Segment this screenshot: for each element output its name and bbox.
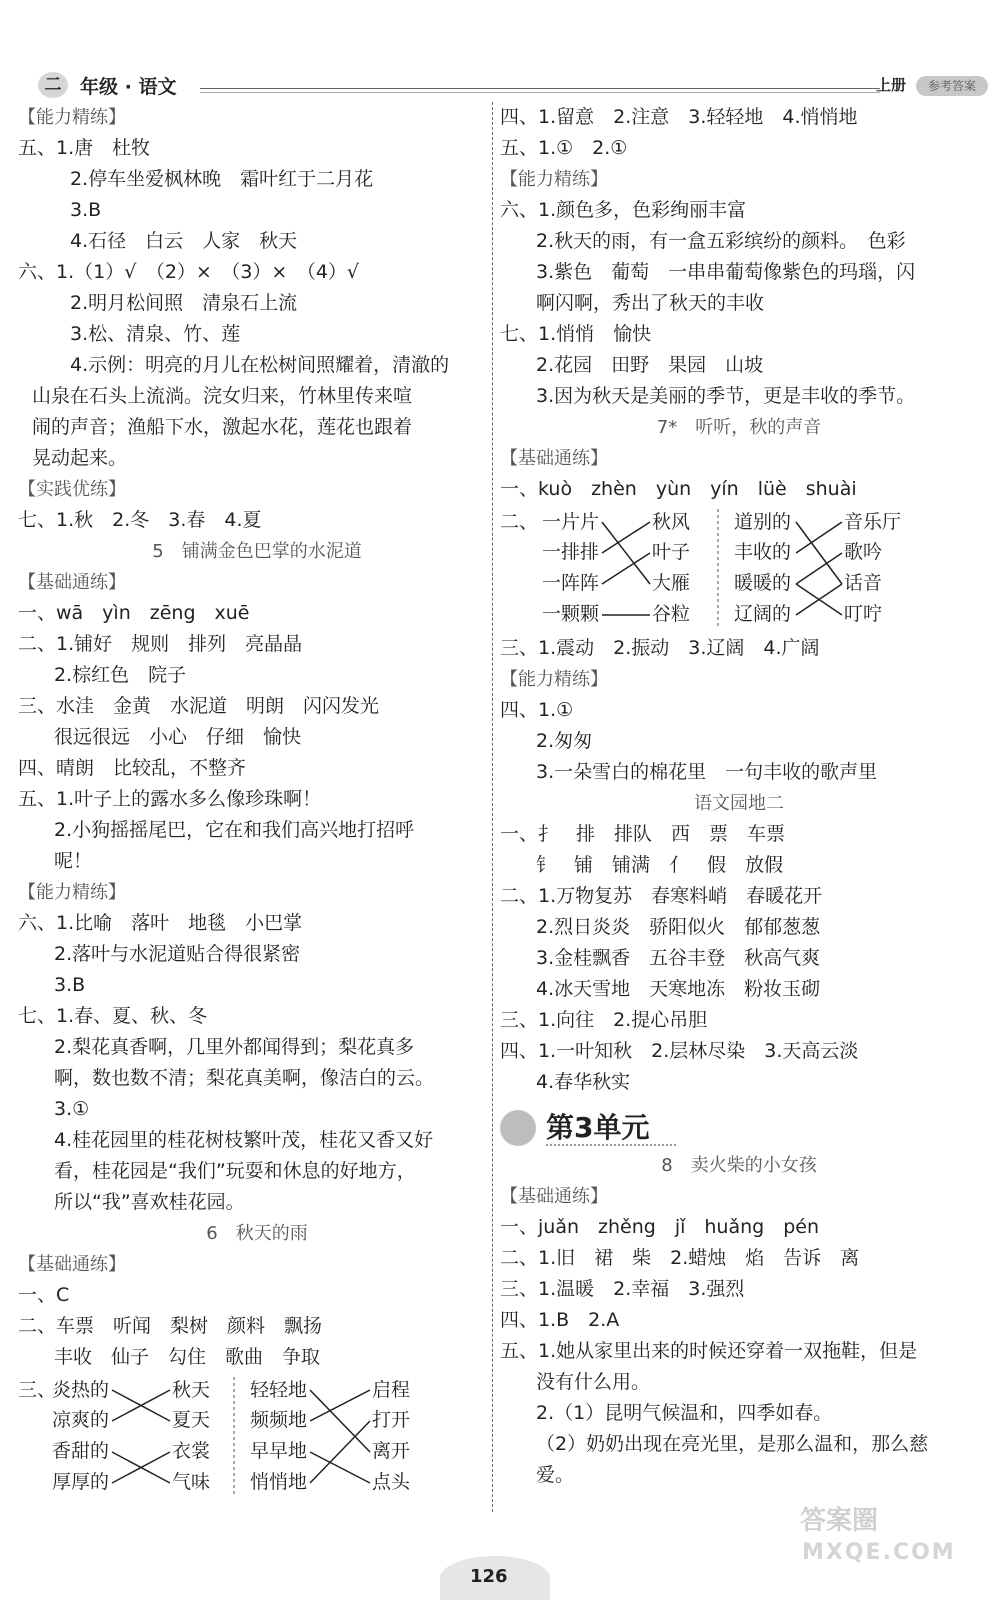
match-item: 秋天 [172,1379,211,1401]
answer-line: 五、1.叶子上的露水多么像珍珠啊！ [18,788,322,810]
header-rule [200,88,880,89]
header-rule-2 [200,92,880,93]
match-item: 夏天 [172,1409,211,1431]
watermark-url: MXQE.COM [802,1540,956,1565]
answer-line: 五、1.她从家里出来的时候还穿着一双拖鞋，但是 [500,1340,918,1362]
unit-underline [546,1144,676,1146]
match-item: 打开 [372,1409,411,1431]
answer-line: 4.桂花园里的桂花树枝繁叶茂，桂花又香又好 [54,1129,434,1151]
answer-line: 3.B [70,199,102,221]
page-number: 126 [470,1566,508,1587]
answer-line: 一、kuò zhèn yùn yín lüè shuài [500,478,857,500]
answer-line: 一、juǎn zhěng jǐ huǎng pén [500,1216,819,1238]
match-item: 道别的 [734,511,792,533]
right-column [500,102,978,1491]
match-item: 早早地 [250,1440,308,1462]
answer-line: 一、扌 排 排队 西 票 车票 [500,823,786,845]
match-item: 叶子 [652,541,691,563]
answer-line: 2.落叶与水泥道贴合得很紧密 [54,943,301,965]
matching-exercise [18,1373,496,1501]
answer-line: 2.梨花真香啊，几里外都闻得到；梨花真多 [54,1036,415,1058]
answer-line: 闹的声音；渔船下水，激起水花，莲花也跟着 [32,416,413,438]
answer-line: 啊闪啊，秀出了秋天的丰收 [536,292,765,314]
answer-line: 4.石径 白云 人家 秋天 [70,230,298,252]
answer-line: 2.（1）昆明气候温和，四季如春。 [536,1402,833,1424]
answer-line: 三、1.震动 2.振动 3.辽阔 4.广阔 [500,637,820,659]
match-item: 暖暖的 [734,572,792,594]
answer-line: 看，桂花园是“我们”玩耍和休息的好地方， [54,1160,416,1182]
answer-line: 七、1.春、夏、秋、冬 [18,1005,208,1027]
answer-line: 2.小狗摇摇尾巴，它在和我们高兴地打招呼 [54,819,415,841]
answer-line: 六、1.（1）√ （2）× （3）× （4）√ [18,261,360,283]
unit-icon [500,1110,536,1146]
answer-line: 七、1.秋 2.冬 3.春 4.夏 [18,509,262,531]
page-header [24,66,974,102]
answer-line: 2.花园 田野 果园 山坡 [536,354,764,376]
match-item: 悄悄地 [250,1471,308,1493]
section-heading: 【基础通练】 [500,448,608,469]
watermark-logo: 答案圈 [800,1506,879,1536]
answer-line: 五、1.① 2.① [500,137,628,159]
match-item: 炎热的 [52,1379,110,1401]
answer-line: 2.棕红色 院子 [54,664,187,686]
unit-title: 第3单元 [546,1111,650,1144]
match-item: 衣裳 [172,1440,211,1462]
section-heading: 【基础通练】 [500,1186,608,1207]
answer-line: 山泉在石头上流淌。浣女归来，竹林里传来喧 [32,385,413,407]
answer-line: 所以“我”喜欢桂花园。 [54,1191,245,1213]
answer-line: 4.冰天雪地 天寒地冻 粉妆玉砌 [536,978,821,1000]
match-item: 丰收的 [734,541,792,563]
match-item: 歌吟 [844,541,883,563]
answer-line: 三、水洼 金黄 水泥道 明朗 闪闪发光 [18,695,380,717]
match-item: 一片片 [542,511,600,533]
match-item: 点头 [372,1471,411,1493]
answer-line: （2）奶奶出现在亮光里，是那么温和，那么慈 [536,1433,929,1455]
answer-line: 2.停车坐爱枫林晚 霜叶红于二月花 [70,168,374,190]
section-heading: 【能力精练】 [18,107,126,128]
answer-line: 四、1.留意 2.注意 3.轻轻地 4.悄悄地 [500,106,858,128]
answer-line: 3.一朵雪白的棉花里 一句丰收的歌声里 [536,761,878,783]
answer-line: 晃动起来。 [32,447,128,469]
answer-line: 3.紫色 葡萄 一串串葡萄像紫色的玛瑙，闪 [536,261,916,283]
answer-line: 4.春华秋实 [536,1071,631,1093]
answer-line: 七、1.悄悄 愉快 [500,323,652,345]
answer-line: 2.秋天的雨，有一盒五彩缤纷的颜料。 色彩 [536,230,906,252]
answer-line: 六、1.比喻 落叶 地毯 小巴掌 [18,912,303,934]
answer-line: 六、1.颜色多，色彩绚丽丰富 [500,199,747,221]
question-number: 二、 [500,511,539,533]
answer-line: 很远很远 小心 仔细 愉快 [54,726,302,748]
match-item: 香甜的 [52,1440,110,1462]
answer-line: 一、wā yìn zēng xuē [18,602,250,624]
unit-banner [500,1102,978,1150]
answer-line: 3.金桂飘香 五谷丰登 秋高气爽 [536,947,821,969]
answer-line: 3.B [54,974,86,996]
match-item: 一阵阵 [542,572,600,594]
match-item: 辽阔的 [734,603,792,625]
answer-line: 2.烈日炎炎 骄阳似火 郁郁葱葱 [536,916,821,938]
match-item: 音乐厅 [844,511,902,533]
lesson-title: 语文园地二 [694,793,784,814]
answer-line: 爱。 [536,1464,575,1486]
grade-badge: 二 [38,72,68,98]
matching-exercise [500,505,978,633]
match-item: 离开 [372,1440,411,1462]
match-item: 秋风 [652,511,691,533]
answer-line: 啊，数也数不清；梨花真美啊，像洁白的云。 [54,1067,435,1089]
matching-lines [18,1373,488,1501]
match-item: 大雁 [652,572,691,594]
answer-line: 4.示例：明亮的月儿在松树间照耀着，清澈的 [70,354,450,376]
answer-line: 四、晴朗 比较乱，不整齐 [18,757,247,779]
answer-line: 三、1.温暖 2.幸福 3.强烈 [500,1278,745,1300]
lesson-title: 5 铺满金色巴掌的水泥道 [152,541,362,562]
match-item: 厚厚的 [52,1471,110,1493]
matching-lines [500,505,970,633]
section-heading: 【实践优练】 [18,479,126,500]
question-number: 三、 [18,1379,57,1401]
header-volume: 上册 [876,76,907,94]
header-subject: 年级 · 语文 [80,76,177,98]
answer-line: 3.① [54,1098,90,1120]
answer-line: 二、1.万物复苏 春寒料峭 春暖花开 [500,885,823,907]
answer-line: 五、1.唐 杜牧 [18,137,151,159]
answer-line: 三、1.向往 2.提心吊胆 [500,1009,708,1031]
match-item: 一排排 [542,541,600,563]
answer-line: 二、1.铺好 规则 排列 亮晶晶 [18,633,303,655]
answer-line: 二、1.旧 裙 柴 2.蜡烛 焰 告诉 离 [500,1247,860,1269]
answer-line: 呢！ [54,850,93,872]
answer-line: 二、车票 听闻 梨树 颜料 飘扬 [18,1315,323,1337]
answer-line: 3.因为秋天是美丽的季节，更是丰收的季节。 [536,385,916,407]
answer-line: 3.松、清泉、竹、莲 [70,323,241,345]
match-item: 凉爽的 [52,1409,110,1431]
lesson-title: 6 秋天的雨 [206,1223,308,1244]
left-column [18,102,496,1501]
match-item: 叮咛 [844,603,883,625]
match-item: 频频地 [250,1409,308,1431]
section-heading: 【基础通练】 [18,1254,126,1275]
answer-line: 四、1.① [500,699,574,721]
answer-line: 没有什么用。 [536,1371,651,1393]
answer-line: 四、1.B 2.A [500,1309,620,1331]
match-item: 话音 [844,572,883,594]
section-heading: 【能力精练】 [500,169,608,190]
answer-line: 一、C [18,1284,70,1306]
answer-line: 丰收 仙子 勾住 歌曲 争取 [54,1346,321,1368]
answer-line: 钅 铺 铺满 亻 假 放假 [536,854,784,876]
match-item: 启程 [372,1379,411,1401]
match-item: 气味 [172,1471,211,1493]
match-item: 轻轻地 [250,1379,308,1401]
section-heading: 【能力精练】 [500,669,608,690]
section-heading: 【基础通练】 [18,572,126,593]
answer-badge: 参考答案 [916,76,988,96]
match-item: 谷粒 [652,603,691,625]
match-item: 一颗颗 [542,603,600,625]
answer-line: 四、1.一叶知秋 2.层林尽染 3.天高云淡 [500,1040,859,1062]
lesson-title: 8 卖火柴的小女孩 [661,1155,817,1176]
answer-line: 2.匆匆 [536,730,593,752]
section-heading: 【能力精练】 [18,882,126,903]
lesson-title: 7* 听听，秋的声音 [656,417,822,438]
answer-line: 2.明月松间照 清泉石上流 [70,292,298,314]
